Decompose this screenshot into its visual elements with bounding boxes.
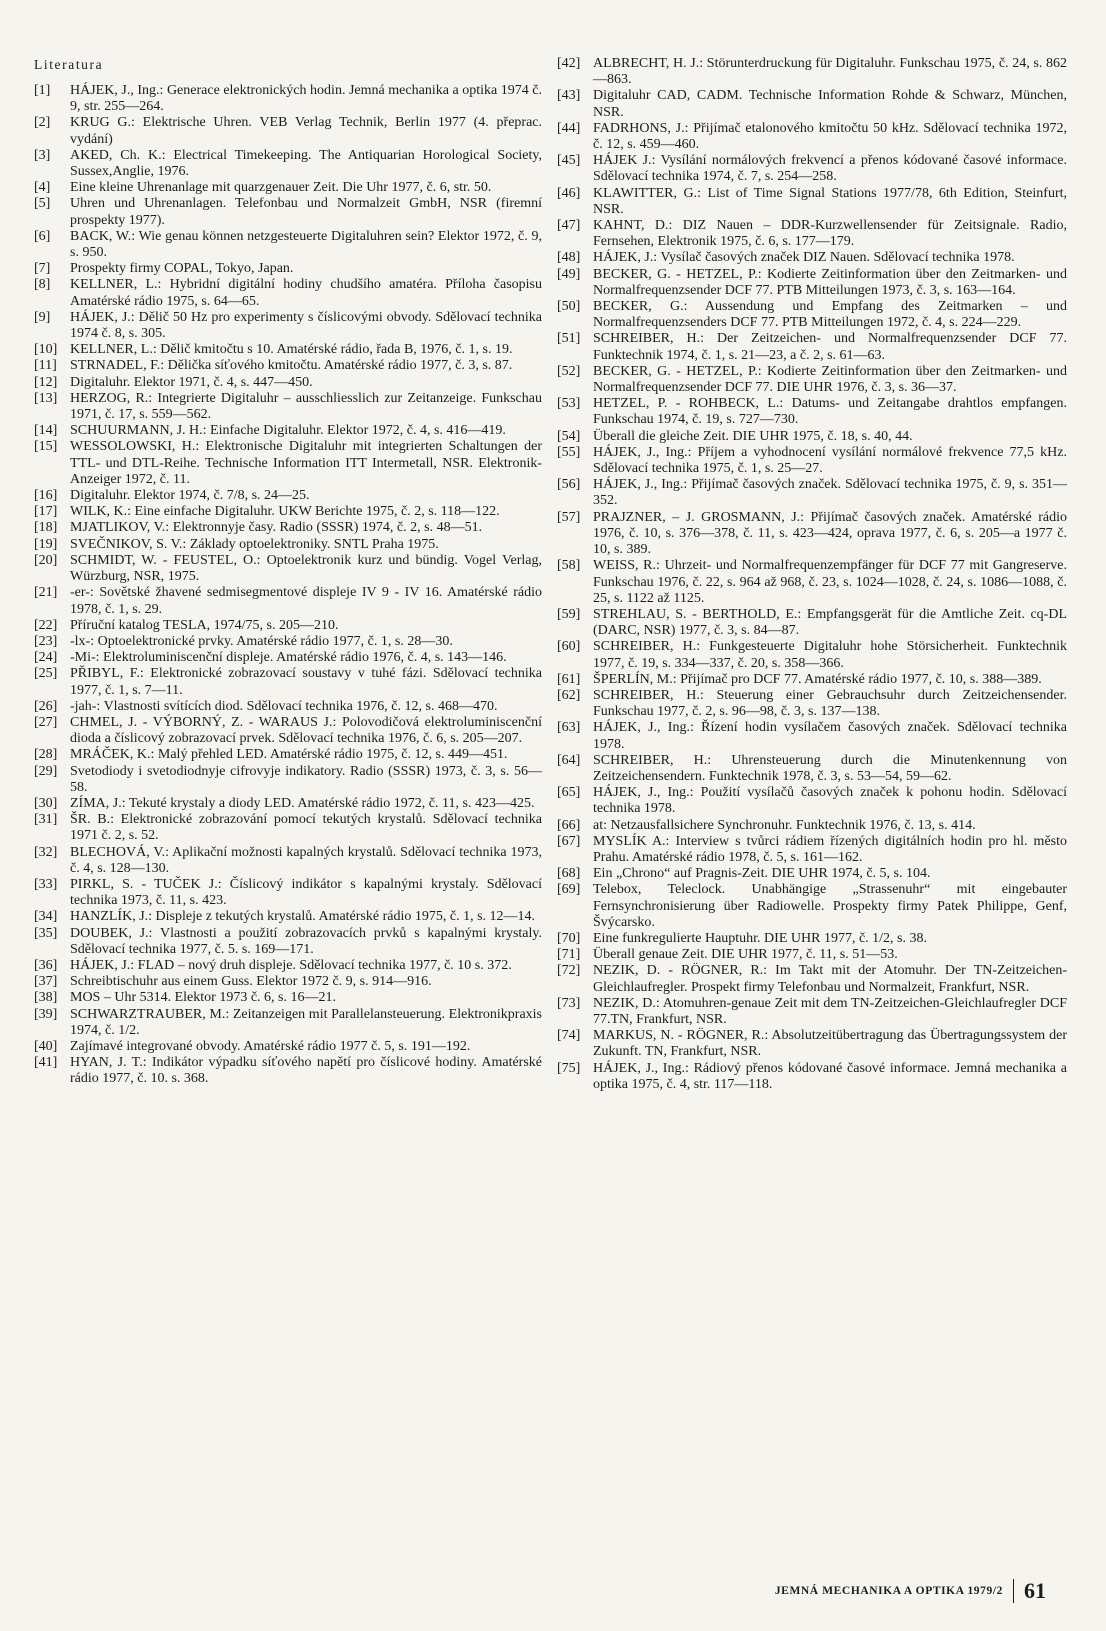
- reference-text: STREHLAU, S. - BERTHOLD, E.: Empfangsgerät für die Amtliche Zeit. cq-DL (DARC, NSR) 1977, č. 3, s. 84—87.: [593, 606, 1067, 639]
- reference-text: HÁJEK, J., Ing.: Příjem a vyhodnocení vysílání normálové frekvence 77,5 kHz. Sdělovací technika 1975, č. 1, s. 25—27.: [593, 444, 1067, 477]
- reference-item: [557, 153, 1067, 185]
- reference-text: BACK, W.: Wie genau können netzgesteuerte Digitaluhren sein? Elektor 1972, č. 9, s. 950.: [70, 228, 542, 261]
- reference-number: [21]: [34, 585, 58, 601]
- reference-text: HÁJEK, J., Ing.: Generace elektronických hodin. Jemná mechanika a optika 1974 č. 9, str. 255—264.: [70, 83, 542, 115]
- reference-number: [30]: [34, 795, 58, 811]
- reference-item: [34, 310, 542, 342]
- reference-list-right: [557, 56, 1067, 1093]
- reference-text: SCHREIBER, H.: Steuerung einer Gebrauchsuhr durch Zeitzeichensender. Funkschau 1977, č. 2, s. 96—98, č. 3, s. 137—138.: [593, 687, 1067, 720]
- reference-number: [39]: [34, 1006, 58, 1022]
- reference-text: SCHWARZTRAUBER, M.: Zeitanzeigen mit Parallelansteuerung. Elektronikpraxis 1974, č. 1/2.: [70, 1006, 542, 1038]
- reference-item: [34, 585, 542, 617]
- left-column: [34, 56, 542, 1088]
- reference-number: [65]: [557, 785, 581, 801]
- reference-item: [34, 148, 542, 180]
- reference-number: [55]: [557, 444, 581, 460]
- reference-number: [59]: [557, 606, 581, 622]
- reference-number: [2]: [34, 115, 51, 131]
- reference-text: MYSLÍK A.: Interview s tvůrci rádiem řízených digitálních hodin pro hl. město Prahu. Amatérské rádio 1978, č. 5, s. 161—162.: [593, 833, 1067, 865]
- reference-item: [557, 834, 1067, 866]
- right-column: [557, 56, 1067, 1093]
- reference-item: [34, 812, 542, 844]
- reference-item: [557, 947, 1067, 963]
- reference-number: [27]: [34, 714, 58, 730]
- reference-number: [36]: [34, 957, 58, 973]
- reference-item: [557, 753, 1067, 785]
- reference-text: HYAN, J. T.: Indikátor výpadku síťového napětí pro číslicové hodiny. Amatérské rádio 1977, č. 10. s. 368.: [70, 1055, 542, 1087]
- reference-number: [16]: [34, 488, 58, 504]
- reference-number: [63]: [557, 720, 581, 736]
- reference-item: [34, 974, 542, 990]
- reference-text: DOUBEK, J.: Vlastnosti a použití zobrazovacích prvků s kapalnými krystaly. Sdělovací technika 1977, č. 5. s. 169—171.: [70, 925, 542, 957]
- reference-item: [34, 666, 542, 698]
- reference-text: STRNADEL, F.: Dělička síťového kmitočtu. Amatérské rádio 1977, č. 3, s. 87.: [70, 358, 513, 374]
- reference-number: [71]: [557, 947, 581, 963]
- reference-number: [29]: [34, 763, 58, 779]
- reference-number: [73]: [557, 995, 581, 1011]
- reference-number: [56]: [557, 477, 581, 493]
- reference-item: [34, 342, 542, 358]
- reference-item: [34, 196, 542, 228]
- reference-number: [20]: [34, 552, 58, 568]
- reference-text: Svetodiody i svetodiodnyje cifrovyje indikatory. Radio (SSSR) 1973, č. 3, s. 56—58.: [70, 763, 542, 795]
- reference-item: [34, 909, 542, 925]
- reference-item: [34, 877, 542, 909]
- reference-item: [34, 1039, 542, 1055]
- reference-text: FADRHONS, J.: Přijímač etalonového kmitočtu 50 kHz. Sdělovací technika 1972, č. 12, s. 459—460.: [593, 120, 1067, 153]
- reference-item: [557, 672, 1067, 688]
- reference-text: SCHREIBER, H.: Uhrensteuerung durch die Minutenkennung von Zeitzeichensendern. Funktechnik 1978, č. 3, s. 53—54, 59—62.: [593, 752, 1067, 784]
- reference-number: [40]: [34, 1038, 58, 1054]
- reference-item: [34, 650, 542, 666]
- reference-text: SCHMIDT, W. - FEUSTEL, O.: Optoelektronik kurz und bündig. Vogel Verlag, Würzburg, NSR, 1975.: [70, 552, 542, 585]
- reference-text: KRUG G.: Elektrische Uhren. VEB Verlag Technik, Berlin 1977 (4. přeprac. vydání): [70, 115, 542, 147]
- reference-item: [34, 958, 542, 974]
- reference-item: [34, 747, 542, 763]
- reference-number: [23]: [34, 633, 58, 649]
- reference-text: HETZEL, P. - ROHBECK, L.: Datums- und Zeitangabe drahtlos empfangen. Funkschau 1974, č. 19, s. 727—730.: [593, 396, 1067, 428]
- reference-number: [24]: [34, 650, 58, 666]
- reference-item: [34, 504, 542, 520]
- reference-list-left: [34, 83, 542, 1088]
- reference-number: [64]: [557, 752, 581, 768]
- reference-item: [34, 439, 542, 488]
- reference-number: [32]: [34, 844, 58, 860]
- reference-number: [50]: [557, 299, 581, 315]
- reference-item: [34, 618, 542, 634]
- reference-item: [34, 1007, 542, 1039]
- reference-text: Schreibtischuhr aus einem Guss. Elektor 1972 č. 9, s. 914—916.: [70, 974, 432, 990]
- reference-item: [557, 996, 1067, 1028]
- reference-item: [557, 56, 1067, 88]
- reference-item: [34, 634, 542, 650]
- reference-text: Eine funkregulierte Hauptuhr. DIE UHR 1977, č. 1/2, s. 38.: [593, 930, 927, 946]
- reference-item: [557, 558, 1067, 607]
- reference-text: BLECHOVÁ, V.: Aplikační možnosti kapalných krystalů. Sdělovací technika 1973, č. 4, s. 128—130.: [70, 844, 542, 876]
- reference-item: [34, 553, 542, 585]
- reference-text: Ein „Chrono“ auf Pragnis-Zeit. DIE UHR 1974, č. 5, s. 104.: [593, 866, 931, 882]
- reference-item: [557, 267, 1067, 299]
- reference-number: [69]: [557, 882, 581, 898]
- reference-number: [45]: [557, 153, 581, 169]
- reference-number: [18]: [34, 520, 58, 536]
- reference-text: MRÁČEK, K.: Malý přehled LED. Amatérské rádio 1975, č. 12, s. 449—451.: [70, 747, 508, 763]
- reference-item: [34, 520, 542, 536]
- reference-number: [7]: [34, 261, 51, 277]
- reference-text: KELLNER, L.: Hybridní digitální hodiny chudšího amatéra. Příloha časopisu Amatérské rádio 1975, s. 64—65.: [70, 277, 542, 309]
- reference-item: [34, 229, 542, 261]
- reference-item: [34, 115, 542, 147]
- reference-number: [33]: [34, 876, 58, 892]
- reference-item: [557, 331, 1067, 363]
- reference-text: PIRKL, S. - TUČEK J.: Číslicový indikátor s kapalnými krystaly. Sdělovací technika 1973, č. 11, s. 423.: [70, 876, 542, 909]
- reference-item: [557, 250, 1067, 266]
- reference-text: SCHUURMANN, J. H.: Einfache Digitaluhr. Elektor 1972, č. 4, s. 416—419.: [70, 423, 506, 439]
- page-footer: [775, 1578, 1046, 1604]
- reference-text: Uhren und Uhrenanlagen. Telefonbau und Normalzeit GmbH, NSR (firemní prospekty 1977).: [70, 196, 542, 228]
- reference-text: Eine kleine Uhrenanlage mit quarzgenauer Zeit. Die Uhr 1977, č. 6, str. 50.: [70, 180, 492, 196]
- reference-item: [557, 445, 1067, 477]
- reference-text: BECKER, G. - HETZEL, P.: Kodierte Zeitinformation über den Zeitmarken- und Normalfrequenzsender DCF 77. PTB Mitteilungen 1973, č. 3, s. 163—164.: [593, 266, 1067, 298]
- reference-item: [557, 866, 1067, 882]
- reference-item: [557, 607, 1067, 639]
- reference-item: [557, 785, 1067, 817]
- reference-item: [34, 1055, 542, 1087]
- reference-item: [34, 845, 542, 877]
- reference-number: [31]: [34, 812, 58, 828]
- reference-text: -er-: Sovětské žhavené sedmisegmentové displeje IV 9 - IV 16. Amatérské rádio 1978, č. 1, s. 29.: [70, 585, 542, 617]
- reference-text: HÁJEK, J., Ing.: Přijímač časových značek. Sdělovací technika 1975, č. 9, s. 351—352.: [593, 477, 1067, 509]
- reference-number: [26]: [34, 698, 58, 714]
- section-heading: Literatura: [34, 57, 104, 72]
- reference-text: CHMEL, J. - VÝBORNÝ, Z. - WARAUS J.: Polovodičová elektroluminiscenční dioda a číslicový zobrazovací prvek. Sdělovací technika 1976, č. 6, s. 205—207.: [70, 714, 542, 747]
- reference-item: [557, 510, 1067, 559]
- reference-number: [68]: [557, 866, 581, 882]
- reference-text: HÁJEK J.: Vysílání normálových frekvencí a přenos kódované časové informace. Sdělovací technika 1974, č. 7, s. 254—258.: [593, 153, 1067, 185]
- reference-number: [1]: [34, 83, 51, 98]
- reference-item: [557, 186, 1067, 218]
- reference-text: ŠR. B.: Elektronické zobrazování pomocí tekutých krystalů. Sdělovací technika 1971 č. 2, s. 52.: [70, 812, 542, 844]
- reference-item: [34, 180, 542, 196]
- reference-text: HERZOG, R.: Integrierte Digitaluhr – ausschliesslich zur Zeitanzeige. Funkschau 1971, č. 17, s. 559—562.: [70, 390, 542, 423]
- reference-item: [34, 990, 542, 1006]
- reference-number: [35]: [34, 925, 58, 941]
- reference-text: Zajímavé integrované obvody. Amatérské rádio 1977 č. 5, s. 191—192.: [70, 1038, 471, 1054]
- reference-text: WEISS, R.: Uhrzeit- und Normalfrequenzempfänger für DCF 77 mit Gangreserve. Funkschau 1976, č. 22, s. 964 až 968, č. 23, s. 1024—1028, č. 24, s. 1086—1088, č. 25, s. 1122 až 1125.: [593, 558, 1067, 606]
- reference-text: MJATLIKOV, V.: Elektronnyje časy. Radio (SSSR) 1974, č. 2, s. 48—51.: [70, 520, 483, 536]
- page-number: 61: [1024, 1578, 1046, 1603]
- reference-item: [557, 429, 1067, 445]
- reference-item: [557, 882, 1067, 931]
- reference-text: -lx-: Optoelektronické prvky. Amatérské rádio 1977, č. 1, s. 28—30.: [70, 633, 453, 649]
- reference-text: SVEČNIKOV, S. V.: Základy optoelektroniky. SNTL Praha 1975.: [70, 536, 439, 552]
- reference-item: [34, 423, 542, 439]
- reference-text: SCHREIBER, H.: Funkgesteuerte Digitaluhr hohe Störsicherheit. Funktechnik 1977, č. 19, s. 334—337, č. 20, s. 358—366.: [593, 639, 1067, 671]
- reference-text: WESSOLOWSKI, H.: Elektronische Digitaluhr mit integrierten Schaltungen der TTL- und DTL-Reihe. Technische Information ITT Intermetall, NSR. Elektronik-Anzeiger 1972, č. 11.: [70, 439, 542, 487]
- reference-item: [557, 688, 1067, 720]
- reference-text: HANZLÍK, J.: Displeje z tekutých krystalů. Amatérské rádio 1975, č. 1, s. 12—14.: [70, 909, 536, 925]
- reference-number: [38]: [34, 990, 58, 1006]
- reference-number: [60]: [557, 639, 581, 655]
- reference-text: NEZIK, D. - RÖGNER, R.: Im Takt mit der Atomuhr. Der TN-Zeitzeichen-Gleichlaufregler. Prospekt firmy Telefonbau und Normalzeit, Frankfurt, NSR.: [593, 963, 1067, 995]
- reference-number: [28]: [34, 747, 58, 763]
- reference-number: [34]: [34, 909, 58, 925]
- reference-item: [557, 218, 1067, 250]
- reference-item: [34, 391, 542, 423]
- reference-item: [34, 358, 542, 374]
- reference-item: [557, 818, 1067, 834]
- reference-text: Digitaluhr. Elektor 1971, č. 4, s. 447—450.: [70, 374, 313, 390]
- reference-text: HÁJEK, J.: Dělič 50 Hz pro experimenty s číslicovými obvody. Sdělovací technika 1974 č. 8, s. 305.: [70, 309, 542, 342]
- reference-number: [48]: [557, 250, 581, 266]
- reference-number: [46]: [557, 185, 581, 201]
- reference-number: [72]: [557, 963, 581, 979]
- reference-number: [42]: [557, 56, 581, 71]
- reference-text: AKED, Ch. K.: Electrical Timekeeping. The Antiquarian Horological Society, Sussex,Anglie, 1976.: [70, 147, 542, 180]
- reference-text: MARKUS, N. - RÖGNER, R.: Absolutzeitübertragung das Übertragungssystem der Zukunft. TN, Frankfurt, NSR.: [593, 1028, 1067, 1060]
- reference-text: SCHREIBER, H.: Der Zeitzeichen- und Normalfrequenzsender DCF 77. Funktechnik 1974, č. 1, s. 21—23, a č. 2, s. 61—63.: [593, 331, 1067, 363]
- reference-item: [557, 477, 1067, 509]
- reference-text: ŠPERLÍN, M.: Přijímač pro DCF 77. Amatérské rádio 1977, č. 10, s. 388—389.: [593, 671, 1042, 687]
- reference-number: [44]: [557, 120, 581, 136]
- reference-text: -Mi-: Elektroluminiscenční displeje. Amatérské rádio 1976, č. 4, s. 143—146.: [70, 650, 507, 666]
- reference-item: [34, 537, 542, 553]
- reference-text: -jah-: Vlastnosti svítících diod. Sdělovací technika 1976, č. 12, s. 468—470.: [70, 698, 498, 714]
- reference-item: [34, 375, 542, 391]
- reference-text: HÁJEK, J.: Vysílač časových značek DIZ Nauen. Sdělovací technika 1978.: [593, 250, 1015, 266]
- reference-item: [34, 83, 542, 115]
- reference-number: [13]: [34, 390, 58, 406]
- reference-number: [67]: [557, 833, 581, 849]
- reference-number: [5]: [34, 196, 51, 212]
- reference-text: Überall die gleiche Zeit. DIE UHR 1975, č. 18, s. 40, 44.: [593, 428, 913, 444]
- reference-number: [37]: [34, 974, 58, 990]
- reference-item: [557, 1028, 1067, 1060]
- reference-number: [61]: [557, 671, 581, 687]
- reference-number: [58]: [557, 558, 581, 574]
- reference-text: ZÍMA, J.: Tekuté krystaly a diody LED. Amatérské rádio 1972, č. 11, s. 423—425.: [70, 795, 535, 811]
- reference-number: [10]: [34, 342, 58, 358]
- reference-number: [74]: [557, 1028, 581, 1044]
- reference-item: [557, 931, 1067, 947]
- reference-text: ALBRECHT, H. J.: Störunterdruckung für Digitaluhr. Funkschau 1975, č. 24, s. 862—863.: [593, 56, 1067, 88]
- reference-item: [557, 121, 1067, 153]
- reference-number: [4]: [34, 180, 51, 196]
- reference-item: [557, 963, 1067, 995]
- reference-number: [62]: [557, 687, 581, 703]
- reference-number: [19]: [34, 536, 58, 552]
- reference-item: [34, 926, 542, 958]
- reference-number: [53]: [557, 396, 581, 412]
- reference-text: KELLNER, L.: Dělič kmitočtu s 10. Amatérské rádio, řada B, 1976, č. 1, s. 19.: [70, 342, 513, 358]
- reference-item: [34, 715, 542, 747]
- reference-text: HÁJEK, J., Ing.: Použití vysílačů časových značek k pohonu hodin. Sdělovací technika 1978.: [593, 785, 1067, 817]
- reference-text: PŘIBYL, F.: Elektronické zobrazovací soustavy v tuhé fázi. Sdělovací technika 1977, č. 1, s. 7—11.: [70, 666, 542, 698]
- reference-number: [51]: [557, 331, 581, 347]
- reference-item: [557, 720, 1067, 752]
- reference-text: HÁJEK, J., Ing.: Řízení hodin vysílačem časových značek. Sdělovací technika 1978.: [593, 720, 1067, 752]
- reference-item: [557, 364, 1067, 396]
- reference-number: [25]: [34, 666, 58, 682]
- reference-text: at: Netzausfallsichere Synchronuhr. Funktechnik 1976, č. 13, s. 414.: [593, 817, 976, 833]
- reference-number: [6]: [34, 228, 51, 244]
- reference-number: [15]: [34, 439, 58, 455]
- reference-item: [557, 88, 1067, 120]
- reference-text: Digitaluhr. Elektor 1974, č. 7/8, s. 24—25.: [70, 488, 310, 504]
- reference-number: [43]: [557, 88, 581, 104]
- reference-text: NEZIK, D.: Atomuhren-genaue Zeit mit dem TN-Zeitzeichen-Gleichlaufregler DCF 77.TN, Frankfurt, NSR.: [593, 995, 1067, 1027]
- reference-text: Überall genaue Zeit. DIE UHR 1977, č. 11, s. 51—53.: [593, 947, 898, 963]
- journal-title: JEMNÁ MECHANIKA A OPTIKA 1979/2: [774, 1585, 1003, 1597]
- reference-number: [70]: [557, 930, 581, 946]
- reference-number: [47]: [557, 218, 581, 234]
- footer-divider: [1013, 1579, 1014, 1603]
- reference-text: KLAWITTER, G.: List of Time Signal Stations 1977/78, 6th Edition, Steinfurt, NSR.: [593, 185, 1067, 217]
- reference-item: [34, 277, 542, 309]
- reference-text: HÁJEK, J.: FLAD – nový druh displeje. Sdělovací technika 1977, č. 10 s. 372.: [70, 957, 512, 973]
- reference-text: PRAJZNER, – J. GROSMANN, J.: Přijímač časových značek. Amatérské rádio 1976, č. 10, s. 376—378, č. 11, s. 423—424, oprava 1977, č. 6, s. 205—a 1977 č. 10, s. 389.: [593, 509, 1067, 558]
- reference-item: [34, 699, 542, 715]
- reference-number: [54]: [557, 428, 581, 444]
- reference-number: [57]: [557, 509, 581, 525]
- reference-item: [557, 396, 1067, 428]
- reference-text: WILK, K.: Eine einfache Digitaluhr. UKW Berichte 1975, č. 2, s. 118—122.: [70, 504, 500, 520]
- reference-text: BECKER, G. - HETZEL, P.: Kodierte Zeitinformation über den Zeitmarken- und Normalfrequenzsender DCF 77. DIE UHR 1976, č. 3, s. 36—37.: [593, 363, 1067, 396]
- reference-item: [34, 764, 542, 796]
- reference-number: [49]: [557, 266, 581, 282]
- reference-item: [34, 796, 542, 812]
- reference-text: Digitaluhr CAD, CADM. Technische Information Rohde & Schwarz, München, NSR.: [593, 88, 1067, 120]
- reference-item: [557, 299, 1067, 331]
- reference-number: [66]: [557, 817, 581, 833]
- reference-number: [22]: [34, 617, 58, 633]
- reference-number: [75]: [557, 1060, 581, 1076]
- reference-number: [12]: [34, 374, 58, 390]
- reference-item: [557, 1061, 1067, 1093]
- reference-text: Telebox, Teleclock. Unabhängige „Strassenuhr“ mit eingebauter Fernsynchronisierung über Radiowelle. Prospekty firmy Patek Philippe, Genf, Švýcarsko.: [593, 882, 1067, 930]
- reference-text: Prospekty firmy COPAL, Tokyo, Japan.: [70, 261, 294, 277]
- reference-text: BECKER, G.: Aussendung und Empfang des Zeitmarken – und Normalfrequenzsenders DCF 77. PTB Mitteilungen 1972, č. 4, s. 224—229.: [593, 299, 1067, 331]
- reference-number: [52]: [557, 363, 581, 379]
- reference-item: [557, 639, 1067, 671]
- reference-item: [34, 261, 542, 277]
- reference-number: [14]: [34, 423, 58, 439]
- reference-number: [41]: [34, 1055, 58, 1071]
- reference-number: [9]: [34, 309, 51, 325]
- reference-text: HÁJEK, J., Ing.: Rádiový přenos kódované časové informace. Jemná mechanika a optika 1975, č. 4, str. 117—118.: [593, 1060, 1067, 1092]
- reference-number: [17]: [34, 504, 58, 520]
- reference-text: MOS – Uhr 5314. Elektor 1973 č. 6, s. 16—21.: [70, 990, 336, 1006]
- reference-number: [8]: [34, 277, 51, 293]
- reference-text: Příruční katalog TESLA, 1974/75, s. 205—210.: [70, 617, 339, 633]
- reference-text: KAHNT, D.: DIZ Nauen – DDR-Kurzwellensender für Zeitsignale. Radio, Fernsehen, Elektronik 1975, č. 6, s. 177—179.: [593, 218, 1067, 250]
- reference-item: [34, 488, 542, 504]
- reference-number: [3]: [34, 147, 51, 163]
- reference-number: [11]: [34, 358, 57, 374]
